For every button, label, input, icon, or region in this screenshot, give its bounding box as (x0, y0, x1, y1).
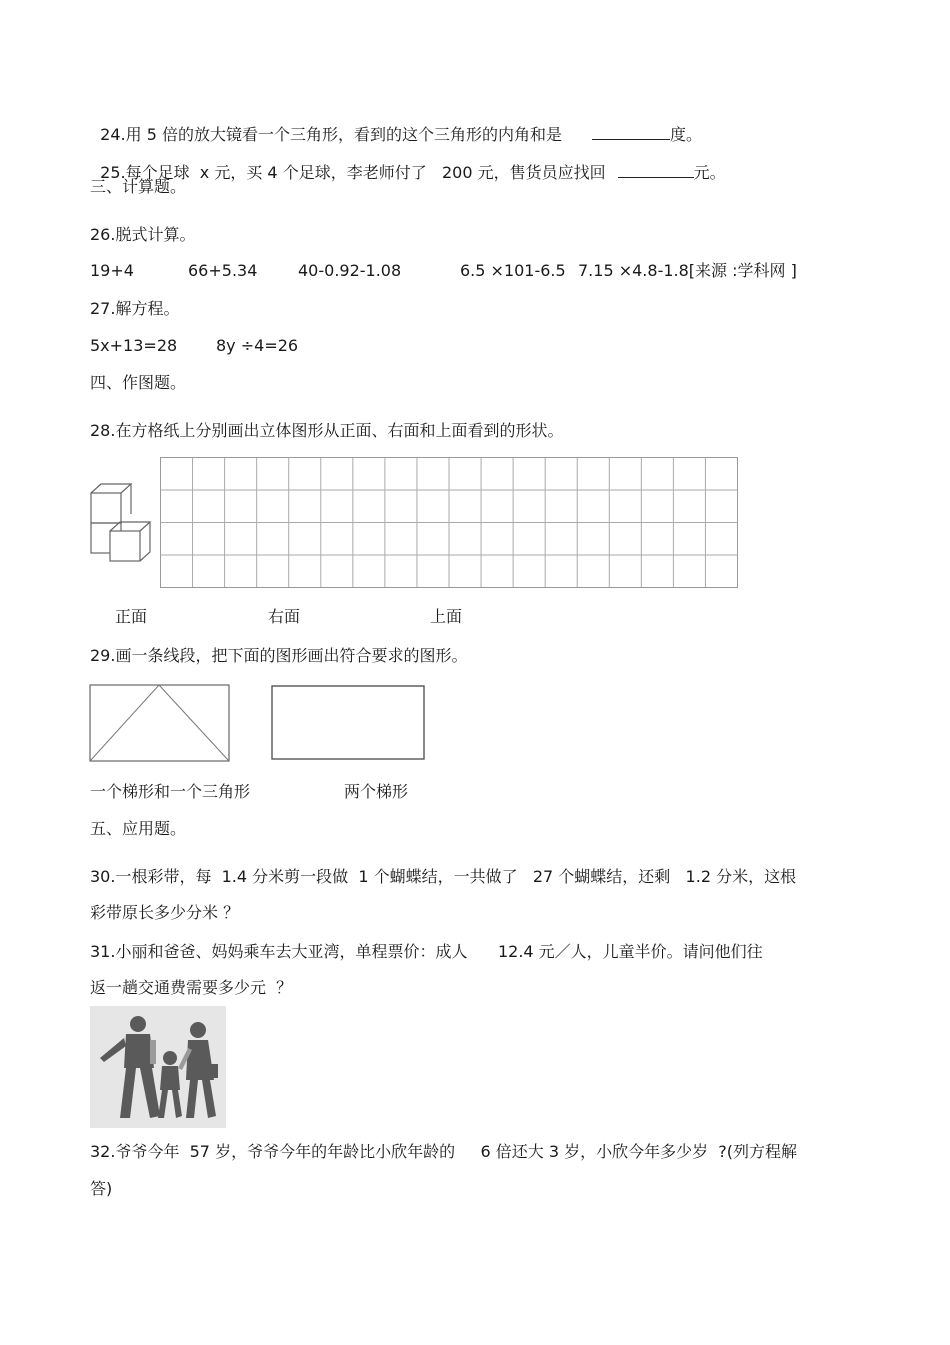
figure-caption-two-trapezoids: 两个梯形 (344, 782, 409, 801)
equation-item: 8y ÷4=26 (216, 336, 299, 355)
question-28-title: 28.在方格纸上分别画出立体图形从正面、右面和上面看到的形状。 (90, 421, 564, 440)
question-31-line1: 31.小丽和爸爸、妈妈乘车去大亚湾，单程票价：成人 12.4 元／人，儿童半价。请问他们往 (90, 942, 763, 961)
triangle-in-rectangle-figure[interactable] (89, 684, 231, 764)
square-grid-paper[interactable] (160, 457, 740, 589)
section-heading-5: 五、应用题。 (90, 819, 187, 838)
calc-item: 66+5.34 (188, 261, 258, 280)
question-24-text: 24.用 5 倍的放大镜看一个三角形，看到的这个三角形的内角和是 (100, 125, 562, 144)
rectangle-figure[interactable] (270, 684, 426, 762)
family-walking-illustration (90, 1006, 226, 1128)
view-label-right: 右面 (268, 607, 301, 626)
equation-item: 5x+13=28 (90, 336, 178, 355)
question-24-unit: 度。 (669, 125, 702, 144)
question-25-unit: 元。 (693, 163, 726, 182)
question-30-line2: 彩带原长多少分米 ？ (90, 903, 240, 922)
question-26-title: 26.脱式计算。 (90, 225, 196, 244)
calc-item: 40-0.92-1.08 (298, 261, 402, 280)
question-32-line2: 答) (90, 1179, 113, 1198)
question-30-line1: 30.一根彩带，每 1.4 分米剪一段做 1 个蝴蝶结，一共做了 27 个蝴蝶结，还剩 1.2 分米，这根 (90, 867, 797, 886)
question-25-text: 25.每个足球 x 元，买 4 个足球，李老师付了 200 元，售货员应找回 (100, 163, 606, 182)
question-31-line2: 返一趟交通费需要多少元 ？ (90, 978, 293, 997)
section-heading-4: 四、作图题。 (90, 373, 187, 392)
calc-item: 7.15 ×4.8-1.8[来源 :学科网 ] (578, 261, 797, 280)
view-label-front: 正面 (115, 607, 148, 626)
calc-item: 6.5 ×101-6.5 (460, 261, 566, 280)
section-heading-3: 三、计算题。 (90, 177, 187, 196)
view-label-top: 上面 (430, 607, 463, 626)
figure-caption-trapezoid-triangle: 一个梯形和一个三角形 (90, 782, 251, 801)
question-29-title: 29.画一条线段，把下面的图形画出符合要求的图形。 (90, 646, 468, 665)
answer-blank-24[interactable] (592, 123, 670, 140)
calc-item: 19+4 (90, 261, 134, 280)
question-32-line1: 32.爷爷今年 57 岁，爷爷今年的年龄比小欣年龄的 6 倍还大 3 岁，小欣今年多少岁 ?(列方程解 (90, 1142, 798, 1161)
question-27-title: 27.解方程。 (90, 299, 180, 318)
answer-blank-25[interactable] (618, 161, 694, 178)
cube-stack-figure (88, 481, 164, 565)
